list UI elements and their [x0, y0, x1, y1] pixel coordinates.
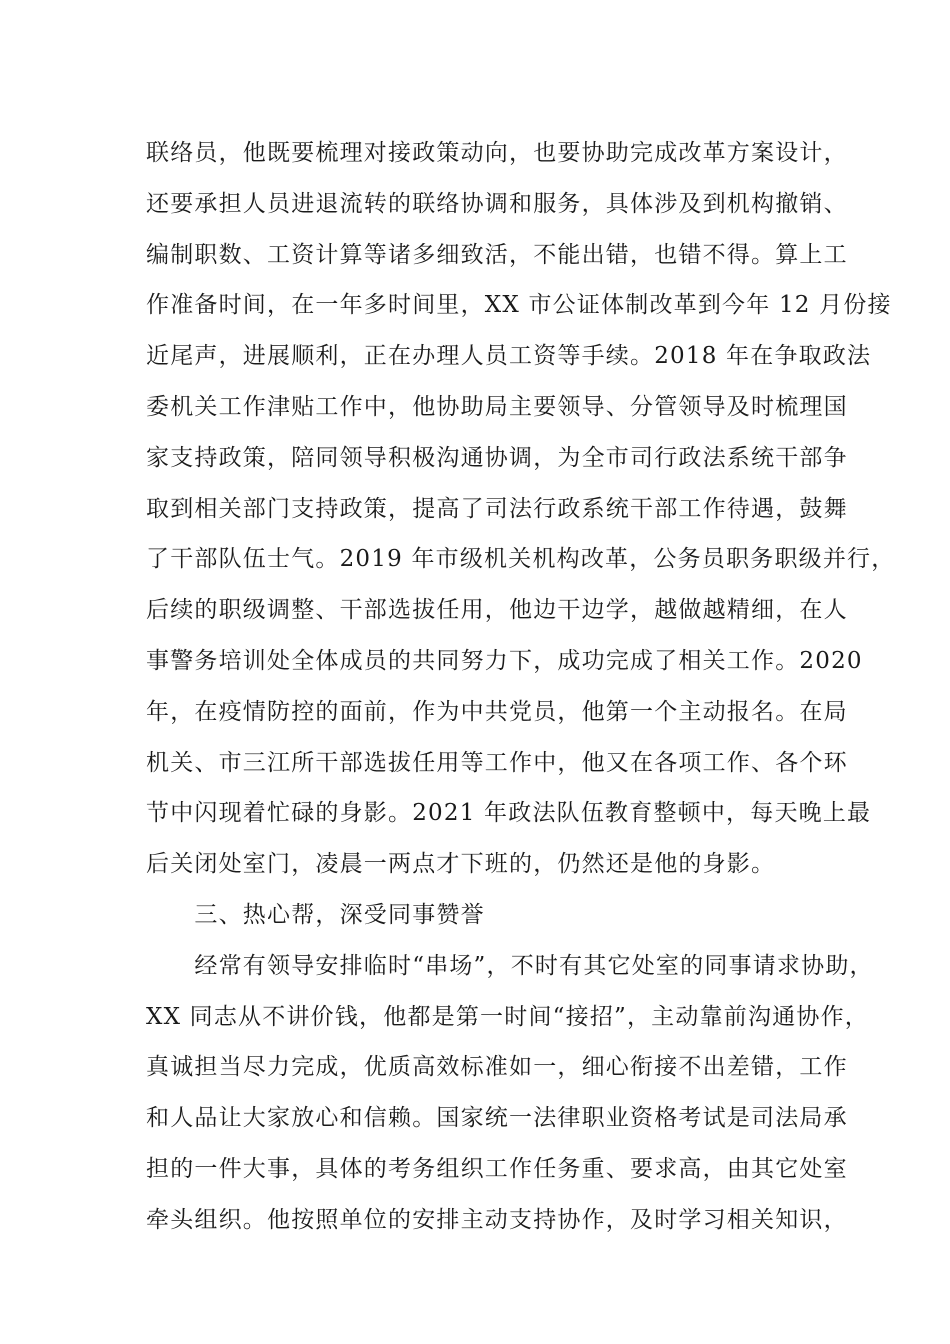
text-line: 年，在疫情防控的面前，作为中共党员，他第一个主动报名。在局: [146, 698, 848, 725]
text-line: 真诚担当尽力完成，优质高效标准如一，细心衔接不出差错，工作: [146, 1054, 848, 1081]
document-body: [146, 128, 896, 1246]
text-line: 委机关工作津贴工作中，他协助局主要领导、分管领导及时梳理国: [146, 393, 848, 420]
text-line: 家支持政策，陪同领导积极沟通协调，为全市司行政法系统干部争: [146, 444, 848, 471]
text-line: 机关、市三江所干部选拔任用等工作中，他又在各项工作、各个环: [146, 749, 848, 776]
text-line: 节中闪现着忙碌的身影。2021 年政法队伍教育整顿中，每天晚上最: [146, 800, 872, 827]
text-line: 还要承担人员进退流转的联络协调和服务，具体涉及到机构撤销、: [146, 190, 848, 217]
text-line: 取到相关部门支持政策，提高了司法行政系统干部工作待遇，鼓舞: [146, 495, 848, 522]
text-line: 和人品让大家放心和信赖。国家统一法律职业资格考试是司法局承: [146, 1105, 848, 1132]
text-line: 作准备时间，在一年多时间里，XX 市公证体制改革到今年 12 月份接: [146, 292, 892, 319]
text-line: 联络员，他既要梳理对接政策动向，也要协助完成改革方案设计，: [146, 140, 848, 166]
text-line: 后关闭处室门，凌晨一两点才下班的，仍然还是他的身影。: [146, 851, 776, 878]
text-line: 事警务培训处全体成员的共同努力下，成功完成了相关工作。2020: [146, 647, 863, 674]
section-heading: 三、热心帮，深受同事赞誉: [146, 901, 485, 928]
text-line: 担的一件大事，具体的考务组织工作任务重、要求高，由其它处室: [146, 1155, 848, 1182]
text-line: 牵头组织。他按照单位的安排主动支持协作，及时学习相关知识，: [146, 1206, 848, 1233]
text-line: 编制职数、工资计算等诸多细致活，不能出错，也错不得。算上工: [146, 241, 848, 268]
text-line: 了干部队伍士气。2019 年市级机关机构改革，公务员职务职级并行，: [146, 546, 896, 573]
text-line: 近尾声，进展顺利，正在办理人员工资等手续。2018 年在争取政法: [146, 343, 872, 370]
text-line: 经常有领导安排临时“串场”，不时有其它处室的同事请求协助，: [146, 952, 874, 979]
text-line: 后续的职级调整、干部选拔任用，他边干边学，越做越精细，在人: [146, 597, 848, 624]
text-line: XX 同志从不讲价钱，他都是第一时间“接招”，主动靠前沟通协作，: [146, 1003, 869, 1030]
